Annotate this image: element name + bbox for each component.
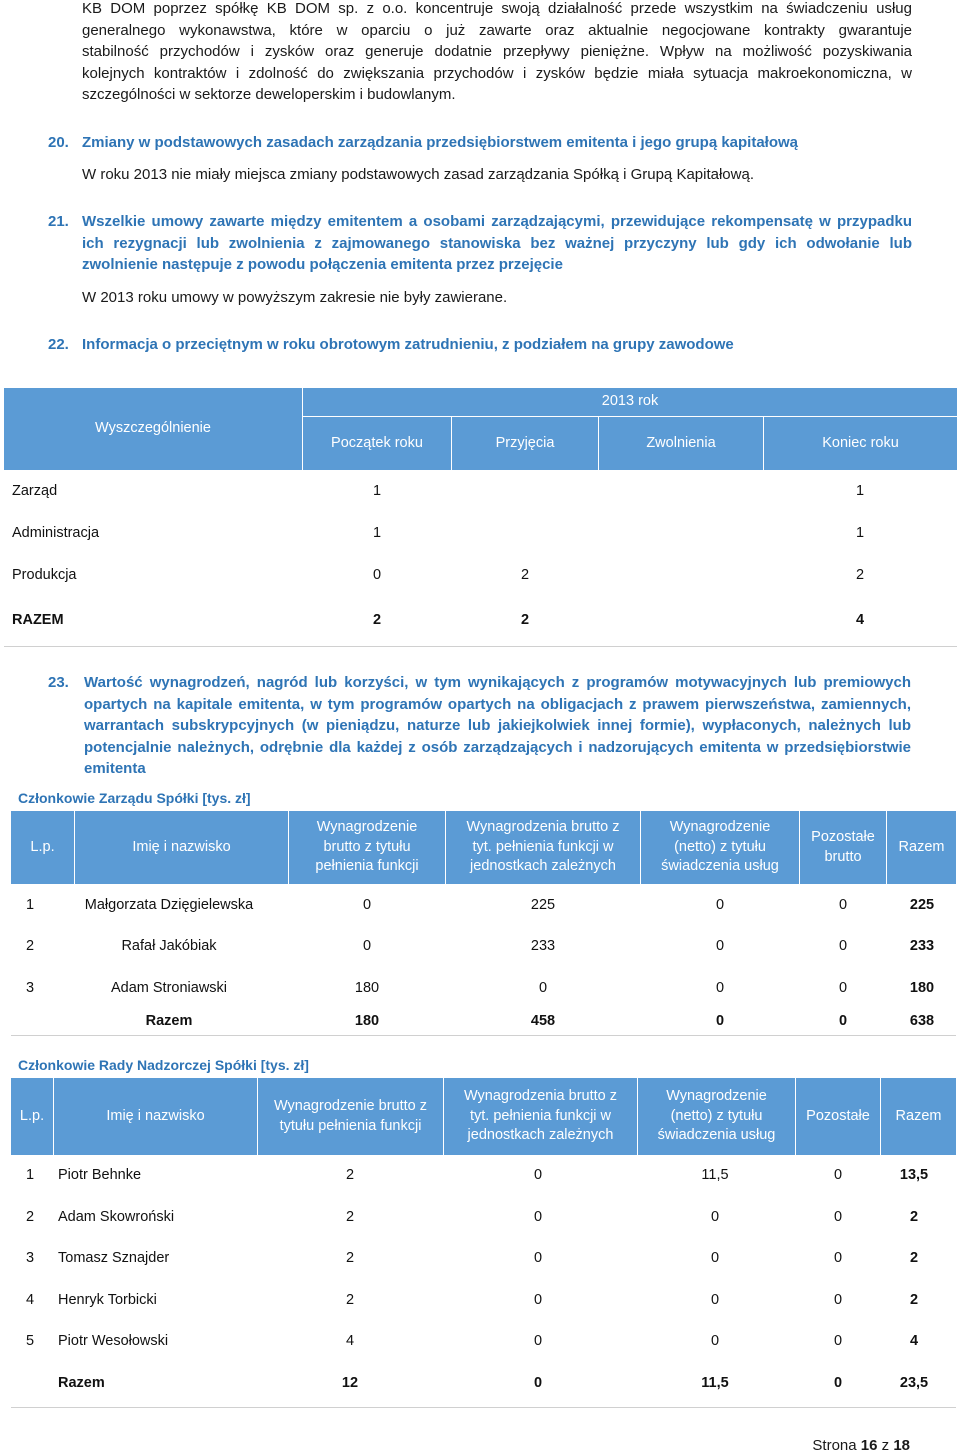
intro-line: KB DOM poprzez spółkę KB DOM sp. z o.o. koncentruje swoją działalność przede wszystkim na świadczeniu usług <box>82 0 912 17</box>
supervisory-row-name: Piotr Wesołowski <box>58 1333 169 1349</box>
supervisory-row-other: 0 <box>833 1167 843 1183</box>
supervisory-row-total: 2 <box>909 1209 919 1225</box>
supervisory-row-total: 13,5 <box>899 1167 929 1183</box>
supervisory-col-total: Razem <box>881 1078 956 1155</box>
board-row-total: 233 <box>909 938 935 954</box>
employment-row-label: Produkcja <box>12 567 77 583</box>
board-total-label: Razem <box>145 1013 193 1029</box>
supervisory-row-other: 0 <box>833 1250 843 1266</box>
board-row-other: 0 <box>838 938 848 954</box>
board-table-caption: Członkowie Zarządu Spółki [tys. zł] <box>18 790 251 806</box>
footer-page-number: 16 <box>860 1437 878 1454</box>
board-row-subsidiaries: 233 <box>530 938 556 954</box>
board-row-other: 0 <box>838 980 848 996</box>
board-row-total: 225 <box>909 897 935 913</box>
supervisory-row-total: 4 <box>909 1333 919 1349</box>
supervisory-row-other: 0 <box>833 1209 843 1225</box>
supervisory-row-subsidiaries: 0 <box>533 1333 543 1349</box>
section-23-title: Wartość wynagrodzeń, nagród lub korzyści, w tym wynikających z programów motywacyjnych lub premiowych opartych na kapitale emitenta, w tym programów opartych na obligacjach z prawem pierwszeństwa, zamiennych, warrantach subskrypcyjnych (w pieniądzu, naturze lub jakiejkolwiek innej formie), wypłaconych, należnych lub potencjalnie należnych, odrębnie dla każdej z osób zarządzających i nadzorujących emitenta w przedsiębiorstwie emitenta <box>84 674 911 777</box>
section-20-text: W roku 2013 nie miały miejsca zmiany podstawowych zasad zarządzania Spółką i Grupą Kapitałową. <box>82 166 754 183</box>
board-row-lp: 1 <box>25 897 35 913</box>
page-footer <box>812 1437 910 1454</box>
board-row-total: 180 <box>909 980 935 996</box>
board-row-salary: 0 <box>362 897 372 913</box>
supervisory-row-salary: 2 <box>345 1167 355 1183</box>
supervisory-col-other: Pozostałe <box>796 1078 880 1155</box>
board-total-subsidiaries: 458 <box>530 1013 556 1029</box>
section-21-title: Wszelkie umowy zawarte między emitentem a osobami zarządzającymi, przewidujące rekompensatę w przypadku ich rezygnacji lub zwolnienia z zajmowanego stanowiska bez ważnej przyczyny lub gdy ich odwołanie lub zwolnienie następuje z powodu połączenia emitenta przez przejęcie <box>82 213 912 273</box>
supervisory-row-other: 0 <box>833 1333 843 1349</box>
board-col-name: Imię i nazwisko <box>75 811 288 884</box>
supervisory-row-salary: 2 <box>345 1292 355 1308</box>
employment-header-year: 2013 rok <box>303 388 957 416</box>
board-col-services: Wynagrodzenie (netto) z tytułu świadczenia usług <box>641 811 799 884</box>
supervisory-total-total: 23,5 <box>899 1375 929 1391</box>
supervisory-row-subsidiaries: 0 <box>533 1250 543 1266</box>
employment-bottom-rule <box>4 646 957 647</box>
intro-line: stabilność przychodów i zysków oraz generuje dodatnie przepływy pieniężne. Wpływ na możliwość pozyskiwania <box>82 43 912 60</box>
board-row-subsidiaries: 225 <box>530 897 556 913</box>
board-row-name: Adam Stroniawski <box>110 980 228 996</box>
intro-paragraph <box>82 0 912 106</box>
employment-row-start: 1 <box>372 525 382 541</box>
supervisory-total-salary: 12 <box>341 1375 359 1391</box>
board-row-services: 0 <box>715 938 725 954</box>
section-20-number: 20. <box>48 134 69 151</box>
board-col-lp: L.p. <box>11 811 74 884</box>
employment-row-label: Zarząd <box>12 483 58 499</box>
employment-row-end: 1 <box>855 483 865 499</box>
section-20-title: Zmiany w podstawowych zasadach zarządzania przedsiębiorstwem emitenta i jego grupą kapitałową <box>82 134 799 151</box>
supervisory-row-salary: 2 <box>345 1250 355 1266</box>
board-row-salary: 0 <box>362 938 372 954</box>
employment-col-start: Początek roku <box>303 417 451 470</box>
section-22-title: Informacja o przeciętnym w roku obrotowym zatrudnieniu, z podziałem na grupy zawodowe <box>82 336 734 353</box>
supervisory-row-services: 0 <box>710 1292 720 1308</box>
board-row-services: 0 <box>715 897 725 913</box>
supervisory-col-lp: L.p. <box>11 1078 53 1155</box>
employment-col-end: Koniec roku <box>764 417 957 470</box>
supervisory-row-total: 2 <box>909 1250 919 1266</box>
supervisory-row-salary: 4 <box>345 1333 355 1349</box>
employment-total-start: 2 <box>372 612 382 628</box>
board-total-salary: 180 <box>354 1013 380 1029</box>
employment-row-end: 2 <box>855 567 865 583</box>
board-row-lp: 3 <box>25 980 35 996</box>
supervisory-row-lp: 3 <box>25 1250 35 1266</box>
supervisory-row-name: Tomasz Sznajder <box>58 1250 170 1266</box>
employment-row-in: 2 <box>520 567 530 583</box>
board-total-services: 0 <box>715 1013 725 1029</box>
section-22-number: 22. <box>48 336 69 353</box>
board-col-total: Razem <box>887 811 956 884</box>
section-21-number: 21. <box>48 213 69 230</box>
board-bottom-rule <box>11 1035 956 1036</box>
supervisory-table-caption: Członkowie Rady Nadzorczej Spółki [tys. zł] <box>18 1057 309 1073</box>
supervisory-total-services: 11,5 <box>701 1375 729 1391</box>
intro-line: kolejnych kontraktów i zdolność do zwiększania przychodów i zysków będzie miała sytuacja makroekonomiczna, w <box>82 64 912 82</box>
board-row-subsidiaries: 0 <box>538 980 548 996</box>
section-21-text: W 2013 roku umowy w powyższym zakresie nie były zawierane. <box>82 289 508 306</box>
intro-line: generalnego wykonawstwa, które w oparciu o już zawarte oraz aktualnie negocjowane kontrakty gwarantuje <box>82 21 912 39</box>
supervisory-row-name: Piotr Behnke <box>58 1167 142 1183</box>
supervisory-row-subsidiaries: 0 <box>533 1167 543 1183</box>
employment-total-in: 2 <box>520 612 530 628</box>
employment-col-out: Zwolnienia <box>599 417 763 470</box>
section-23-number: 23. <box>48 674 69 691</box>
footer-page-total: 18 <box>893 1437 910 1454</box>
supervisory-row-total: 2 <box>909 1292 919 1308</box>
employment-row-end: 1 <box>855 525 865 541</box>
supervisory-row-services: 11,5 <box>701 1167 729 1183</box>
footer-prefix: Strona <box>812 1437 857 1454</box>
board-row-other: 0 <box>838 897 848 913</box>
employment-row-start: 0 <box>372 567 382 583</box>
supervisory-bottom-rule <box>11 1407 956 1408</box>
supervisory-row-name: Adam Skowroński <box>58 1209 175 1225</box>
intro-line: szczególności w sektorze deweloperskim i budowlanym. <box>82 86 456 103</box>
supervisory-col-salary: Wynagrodzenie brutto z tytułu pełnienia funkcji <box>258 1078 443 1155</box>
board-row-lp: 2 <box>25 938 35 954</box>
supervisory-row-lp: 1 <box>25 1167 35 1183</box>
board-row-name: Rafał Jakóbiak <box>121 938 217 954</box>
supervisory-row-lp: 4 <box>25 1292 35 1308</box>
supervisory-total-label: Razem <box>58 1375 105 1391</box>
board-col-salary: Wynagrodzenie brutto z tytułu pełnienia funkcji <box>289 811 445 884</box>
board-row-salary: 180 <box>354 980 380 996</box>
supervisory-row-lp: 2 <box>25 1209 35 1225</box>
employment-col-in: Przyjęcia <box>452 417 598 470</box>
employment-header-label: Wyszczególnienie <box>4 388 302 470</box>
supervisory-row-services: 0 <box>710 1250 720 1266</box>
supervisory-row-subsidiaries: 0 <box>533 1292 543 1308</box>
employment-total-label: RAZEM <box>12 612 64 628</box>
supervisory-row-lp: 5 <box>25 1333 35 1349</box>
supervisory-total-other: 0 <box>833 1375 843 1391</box>
supervisory-row-subsidiaries: 0 <box>533 1209 543 1225</box>
supervisory-col-subsidiaries: Wynagrodzenia brutto z tyt. pełnienia funkcji w jednostkach zależnych <box>444 1078 637 1155</box>
supervisory-row-services: 0 <box>710 1333 720 1349</box>
board-col-subsidiaries: Wynagrodzenia brutto z tyt. pełnienia funkcji w jednostkach zależnych <box>446 811 640 884</box>
employment-row-label: Administracja <box>12 525 100 541</box>
board-total-total: 638 <box>909 1013 935 1029</box>
supervisory-col-name: Imię i nazwisko <box>54 1078 257 1155</box>
supervisory-total-subsidiaries: 0 <box>533 1375 543 1391</box>
employment-total-end: 4 <box>855 612 865 628</box>
board-row-services: 0 <box>715 980 725 996</box>
supervisory-row-salary: 2 <box>345 1209 355 1225</box>
board-col-other: Pozostałe brutto <box>800 811 886 884</box>
board-row-name: Małgorzata Dzięgielewska <box>84 897 254 913</box>
employment-row-start: 1 <box>372 483 382 499</box>
board-total-other: 0 <box>838 1013 848 1029</box>
supervisory-row-other: 0 <box>833 1292 843 1308</box>
supervisory-row-name: Henryk Torbicki <box>58 1292 157 1308</box>
supervisory-col-services: Wynagrodzenie (netto) z tytułu świadczenia usług <box>638 1078 795 1155</box>
supervisory-row-services: 0 <box>710 1209 720 1225</box>
footer-separator: z <box>881 1437 890 1454</box>
